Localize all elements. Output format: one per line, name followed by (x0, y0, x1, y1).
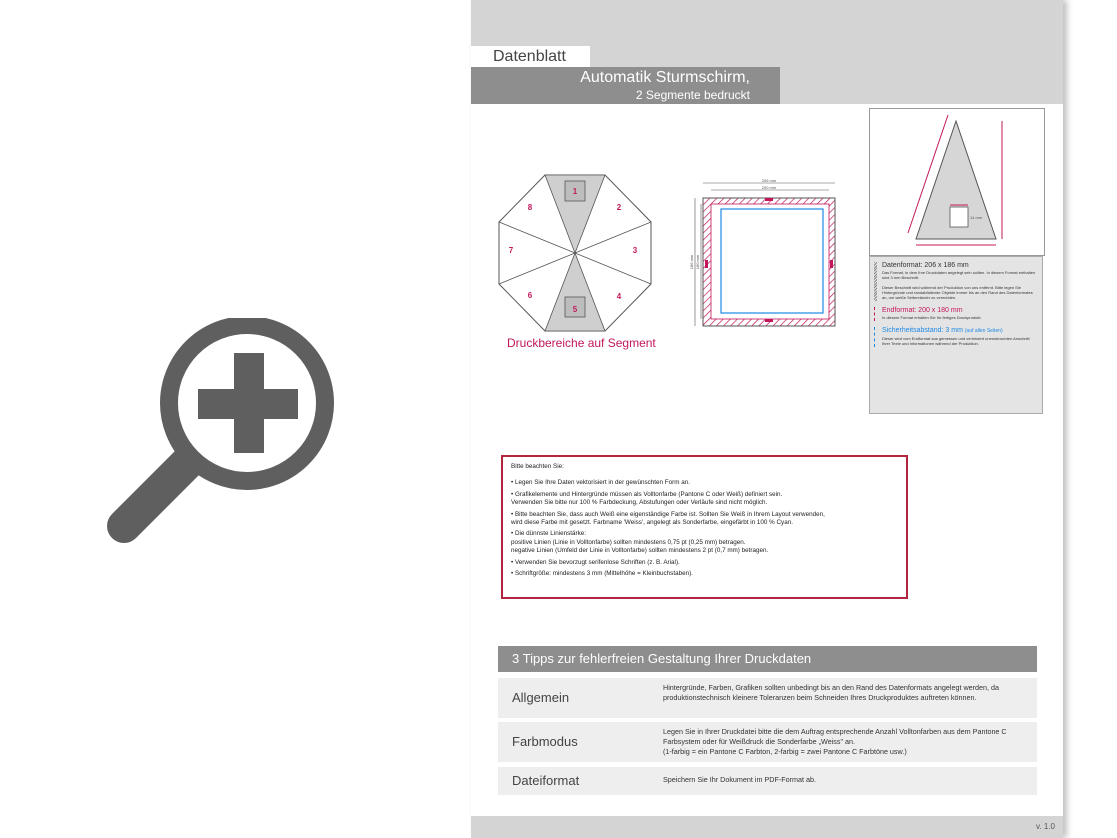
sicherheit-note: (auf allen Seiten) (964, 328, 1003, 334)
inner-width-label: 200 mm (761, 185, 777, 190)
legend-endformat-text: In diesem Format erhalten Sie Ihr fertiges Druckprodukt. (882, 315, 982, 320)
tip-row-farbmodus (498, 722, 1037, 762)
octagon-number: 1 (572, 187, 578, 196)
tip-text: Speichern Sie Ihr Dokument im PDF-Format ab. (663, 775, 816, 784)
notes-box (501, 455, 908, 599)
tip-label: Dateiformat (512, 773, 580, 788)
segment-triangle-diagram (870, 109, 1044, 255)
outer-width-label: 206 mm (761, 178, 777, 183)
print-area-size-label: 14 mm (970, 215, 983, 220)
blue-marker (874, 327, 878, 347)
legend-endformat (882, 306, 1036, 320)
legend-endformat-title: Endformat: 200 x 180 mm (882, 307, 963, 314)
version-label: v. 1.0 (1036, 822, 1055, 831)
legend-beschnitt-text: Dieser Beschnitt wird während der Produktion von uns entfernt. Bitte legen Sie Hintergründe und randabfallende Objekte immer bis an den Rand des Datenformates an, um weiße Seitenränder zu vermeiden. (882, 285, 1033, 300)
zoom-in-icon[interactable] (104, 318, 374, 548)
inner-height-label: 180 mm (695, 254, 700, 270)
tip-row-allgemein (498, 678, 1037, 718)
notes-intro: Bitte beachten Sie: (511, 463, 564, 470)
note-item: • Grafikelemente und Hintergründe müssen als Volltonfarbe (Pantone C oder Weiß) definiert sein. Verwenden Sie bitte nur 100 % Farbdeckung, Abstufungen oder Verläufe sind nicht möglich. (511, 490, 783, 507)
pink-marker (874, 307, 878, 321)
segment-diagram-box (869, 108, 1045, 256)
octagon-diagram (495, 172, 655, 334)
octagon-number: 6 (527, 291, 533, 300)
octagon-number: 8 (527, 203, 533, 212)
legend-sicherheit-text: Dieser wird vom Endformat aus gemessen und verhindert unerwünschten Anschnitt Ihrer Texte und Informationen während der Produktion. (882, 336, 1030, 346)
octagon-number: 5 (572, 305, 578, 314)
legend-sicherheit (882, 326, 1036, 346)
page-subtitle: 2 Segmente bedruckt (635, 88, 750, 102)
legend-datenformat (882, 261, 1036, 300)
octagon-caption: Druckbereiche auf Segment (507, 336, 656, 350)
legend-datenformat-title: Datenformat: 206 x 186 mm (882, 262, 969, 269)
note-item: • Legen Sie Ihre Daten vektorisiert in der gewünschten Form an. (511, 479, 690, 487)
print-area-diagram (689, 176, 841, 330)
note-item: • Bitte beachten Sie, dass auch Weiß eine eigenständige Farbe ist. Sollten Sie Weiß in Ihrem Layout verwenden, wird diese Farbe mit gesetzt. Farbname 'Weiss', angelegt als Sonderfarbe, eingefärbt in 100 % Cyan. (511, 510, 825, 527)
octagon-number: 3 (632, 246, 638, 255)
datasheet-page (471, 0, 1063, 838)
note-item: • Schriftgröße: mindestens 3 mm (Mittelhöhe = Kleinbuchstaben). (511, 570, 693, 578)
sicherheit-title-text: Sicherheitsabstand: 3 mm (882, 327, 963, 334)
format-legend (869, 256, 1043, 414)
octagon-number: 4 (616, 292, 622, 301)
legend-datenformat-text: Das Format, in dem Ihre Druckdaten angelegt sein sollten. In diesem Format enthalten sind 3 mm Beschnitt. (882, 270, 1036, 280)
title-bar (471, 67, 780, 104)
section-label: Datenblatt (471, 46, 590, 68)
tip-text: Hintergründe, Farben, Grafiken sollten unbedingt bis an den Rand des Datenformats angelegt werden, da produktionstechnisch kleinere Toleranzen beim Schneiden Ihres Druckproduktes auftreten können. (663, 683, 1000, 702)
outer-height-label: 186 mm (689, 254, 694, 270)
tips-header: 3 Tipps zur fehlerfreien Gestaltung Ihrer Druckdaten (498, 646, 1037, 672)
hatch-marker (874, 262, 877, 301)
legend-sicherheit-title (882, 326, 1036, 336)
footer-band (471, 816, 1063, 838)
tip-row-dateiformat (498, 767, 1037, 795)
octagon-number: 2 (616, 203, 622, 212)
note-item: • Die dünnste Linienstärke: positive Linien (Linie in Volltonfarbe) sollten mindestens 0,75 pt (0,25 mm) betragen. negative Linien (Umfeld der Linie in Volltonfarbe) sollten mindestens 2 pt (0,7 mm) betragen. (511, 530, 769, 555)
page-title: Automatik Sturmschirm, (580, 69, 750, 86)
octagon-number: 7 (508, 246, 514, 255)
note-item: • Verwenden Sie bevorzugt serifenlose Schriften (z. B. Arial). (511, 558, 680, 566)
tip-label: Allgemein (512, 690, 570, 705)
tip-text: Legen Sie in Ihrer Druckdatei bitte die dem Auftrag entsprechende Anzahl Volltonfarben aus dem Pantone C Farbsystem oder für Weißdruck die Sonderfarbe „Weiss" an. (1-farbig = ein Pantone C Farbton, 2-farbig = zwei Pantone C Farbtöne usw.) (663, 727, 1007, 756)
tip-label: Farbmodus (512, 734, 578, 749)
